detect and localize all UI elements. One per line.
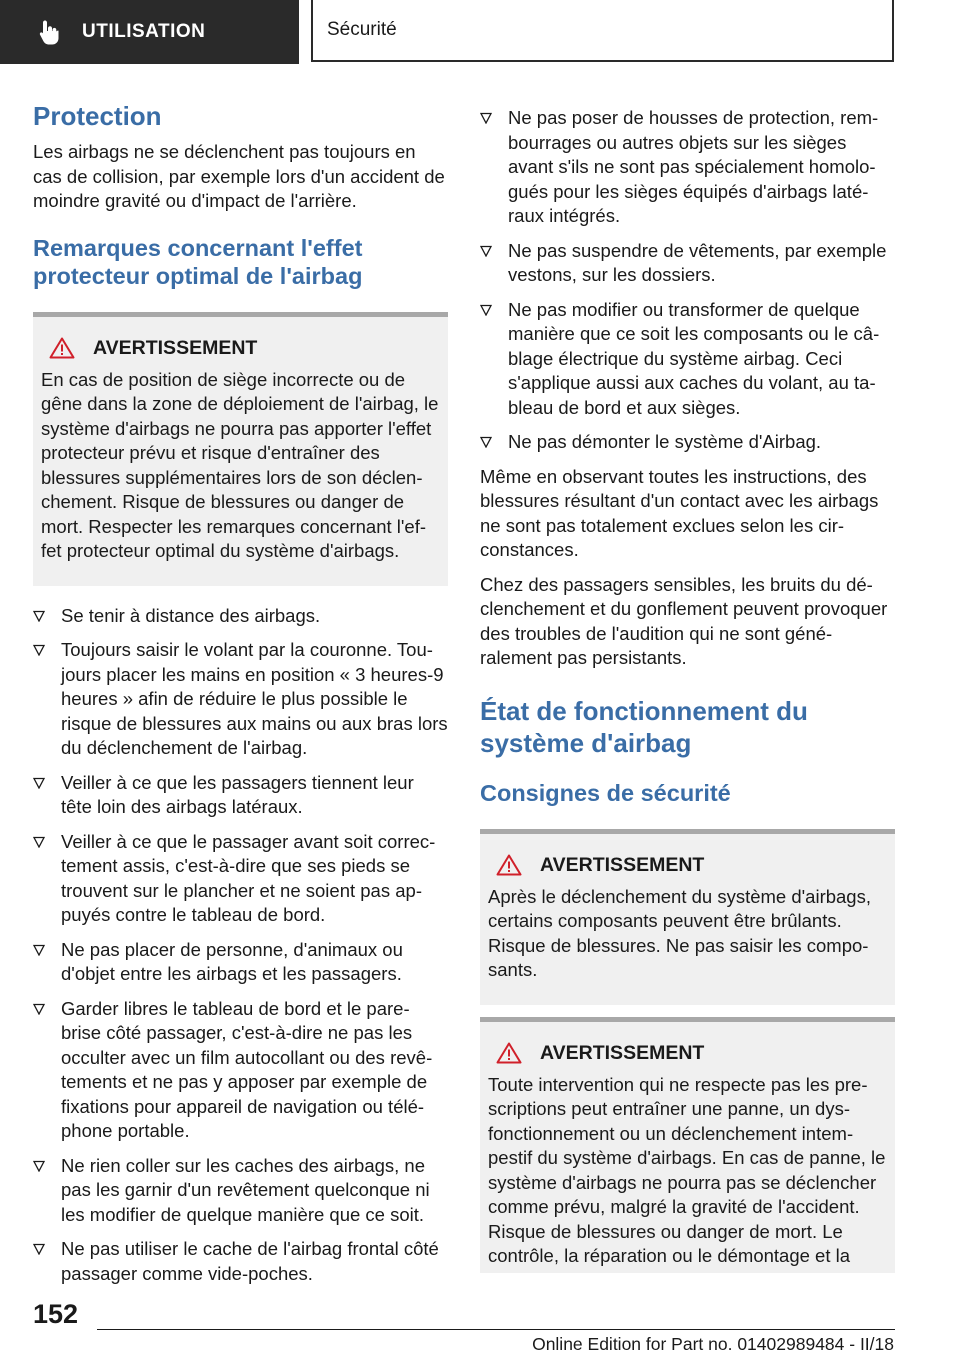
bullet-triangle-icon	[33, 777, 45, 789]
bullet-triangle-icon	[33, 1243, 45, 1255]
list-item: Toujours saisir le volant par la couronne. Toujours placer les mains en position « 3 heures-9 heures » afin de réduire le plus possible le risque de blessures aux mains ou aux bras lors du déclenchement de l'airbag.	[33, 638, 448, 761]
subsection-tab	[311, 0, 894, 62]
section-title: État de fonctionnement du système d'airbag	[480, 695, 808, 758]
list-item: Ne pas démonter le système d'Airbag.	[480, 430, 895, 455]
paragraph: Même en observant toutes les instructions, des blessures résultant d'un contact avec les airbags ne sont pas totalement exclues selon les circonstances.	[480, 465, 879, 560]
section-title: Protection	[33, 101, 162, 131]
list-item: Ne rien coller sur les caches des airbags, ne pas les garnir d'un revêtement quelconque ni les modifier de quelque manière que ce soit.	[33, 1154, 448, 1228]
warning-box	[480, 1017, 895, 1273]
warning-text: En cas de position de siège incorrecte ou de gêne dans la zone de déploiement de l'airbag, le système d'airbags ne pourra pas apporter l'effet protecteur prévu et risque d'entraîner des blessures supplémentaires lors de son déclenchement. Risque de blessures ou danger de mort. Respecter les remarques concernant l'effet protecteur optimal du système d'airbags.	[41, 368, 439, 561]
bullet-triangle-icon	[33, 644, 45, 656]
warning-heading	[488, 854, 887, 877]
list-item: Garder libres le tableau de bord et le pare-brise côté passager, c'est-à-dire ne pas les occulter avec un film autocollant ou des revêtements et ne pas y apposer par exemple de fixations pour appareil de navigation ou téléphone portable.	[33, 997, 448, 1144]
bullet-triangle-icon	[33, 1160, 45, 1172]
left-column	[33, 100, 448, 1296]
warning-triangle-icon	[496, 854, 522, 876]
hand-pointer-icon	[38, 19, 60, 45]
warning-text: Toute intervention qui ne respecte pas les prescriptions peut entraîner une panne, un dysfonctionnement ou un déclenchement intempestif du système d'airbags. En cas de panne, le système d'airbags ne pourra pas se déclencher comme prévu, malgré la gravité de l'accident. Risque de blessures ou danger de mort. Le contrôle, la réparation ou le démontage et la	[488, 1073, 886, 1266]
warning-title: AVERTISSEMENT	[93, 336, 258, 359]
list-item: Ne pas suspendre de vêtements, par exemple vestons, sur les dossiers.	[480, 239, 895, 288]
footer-divider	[97, 1329, 895, 1330]
bullet-triangle-icon	[33, 944, 45, 956]
list-item: Ne pas utiliser le cache de l'airbag frontal côté passager comme vide-poches.	[33, 1237, 448, 1286]
right-column	[480, 100, 895, 1273]
list-item: Ne pas placer de personne, d'animaux ou d'objet entre les airbags et les passagers.	[33, 938, 448, 987]
subsection-title: Remarques concernant l'effet protecteur optimal de l'airbag	[33, 234, 363, 289]
bullet-triangle-icon	[33, 836, 45, 848]
subsection-title: Consignes de sécurité	[480, 779, 731, 806]
bullet-triangle-icon	[33, 1003, 45, 1015]
warning-title: AVERTISSEMENT	[540, 1041, 705, 1064]
paragraph: Chez des passagers sensibles, les bruits du déclenchement et du gonflement peuvent provoquer des troubles de l'audition qui ne sont généralement pas persistants.	[480, 573, 888, 668]
list-item: Se tenir à distance des airbags.	[33, 604, 448, 629]
warning-triangle-icon	[49, 337, 75, 359]
warning-triangle-icon	[496, 1042, 522, 1064]
list-item: Veiller à ce que les passagers tiennent leur tête loin des airbags latéraux.	[33, 771, 448, 820]
warning-heading	[41, 337, 440, 360]
page-number: 152	[33, 1299, 79, 1329]
footer-edition: Online Edition for Part no. 01402989484 - II/18	[532, 1334, 894, 1354]
bullet-list	[33, 604, 448, 1287]
list-item: Ne pas modifier ou transformer de quelque manière que ce soit les composants ou le câblage électrique du système airbag. Ceci s'applique aussi aux caches du volant, au tableau de bord et aux sièges.	[480, 298, 895, 421]
list-item: Veiller à ce que le passager avant soit correctement assis, c'est-à-dire que ses pieds se trouvent sur le plancher et ne soient pas appuyés contre le tableau de bord.	[33, 830, 448, 928]
bullet-triangle-icon	[480, 304, 492, 316]
warning-title: AVERTISSEMENT	[540, 853, 705, 876]
warning-box	[480, 829, 895, 1005]
list-item: Ne pas poser de housses de protection, rembourrages ou autres objets sur les sièges avant s'ils ne sont pas spécialement homologués pour les sièges équipés d'airbags latéraux intégrés.	[480, 106, 895, 229]
bullet-triangle-icon	[480, 112, 492, 124]
section-label: UTILISATION	[82, 21, 206, 42]
section-tab	[0, 0, 299, 64]
warning-box	[33, 312, 448, 586]
bullet-triangle-icon	[33, 610, 45, 622]
warning-heading	[488, 1042, 887, 1065]
bullet-triangle-icon	[480, 245, 492, 257]
warning-text: Après le déclenchement du système d'airbags, certains composants peuvent être brûlants. Risque de blessures. Ne pas saisir les composants.	[488, 885, 871, 980]
bullet-list	[480, 106, 895, 455]
intro-paragraph: Les airbags ne se déclenchent pas toujours en cas de collision, par exemple lors d'un accident de moindre gravité ou d'impact de l'arrière.	[33, 141, 445, 211]
subsection-label: Sécurité	[327, 19, 397, 40]
bullet-triangle-icon	[480, 436, 492, 448]
